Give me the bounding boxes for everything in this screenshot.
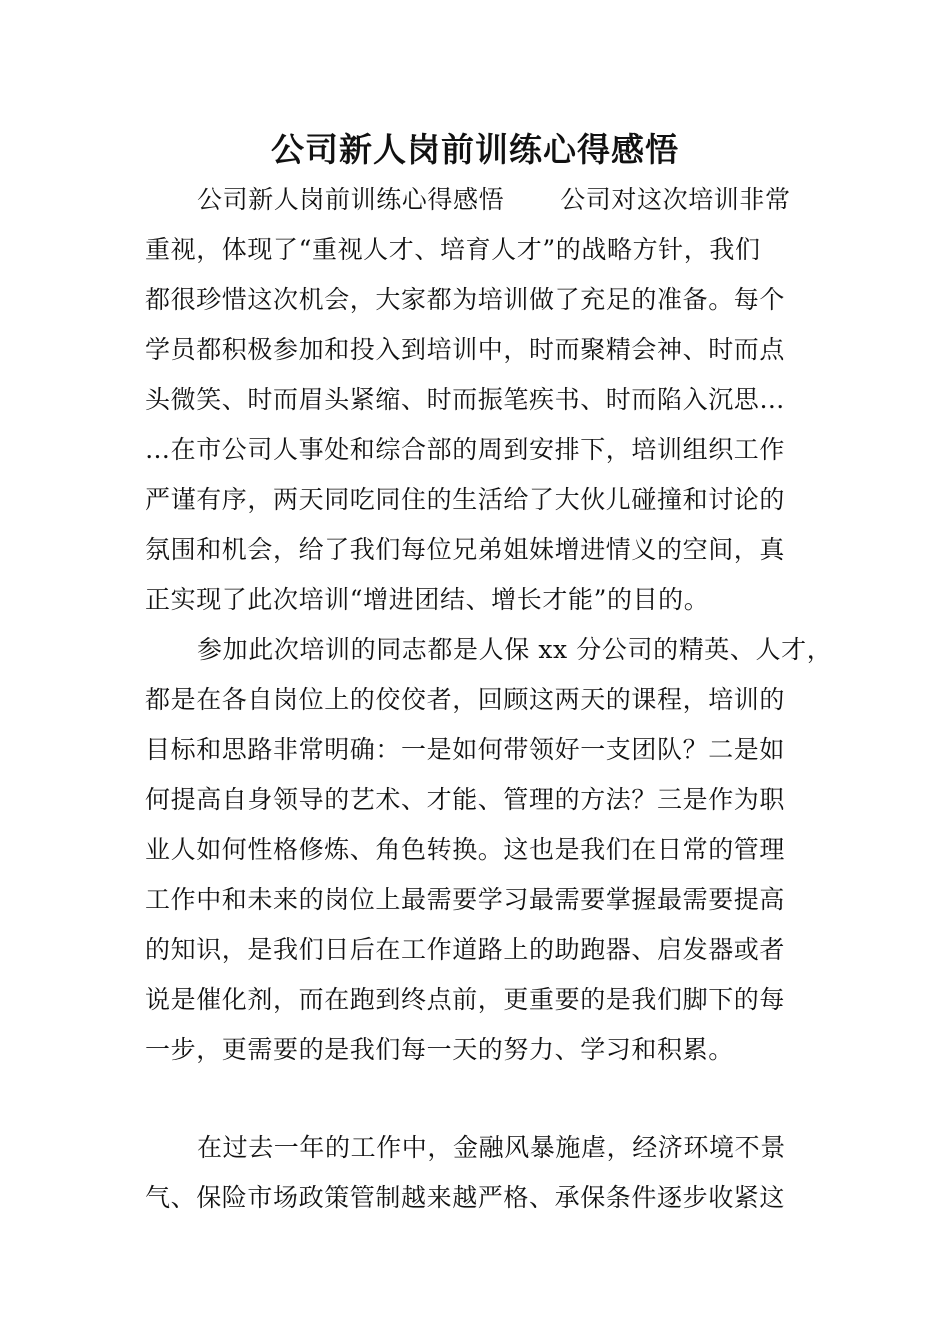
paragraph-2-line-2: 都是在各自岗位上的佼佼者，回顾这两天的课程，培训的 xyxy=(145,685,786,714)
paragraph-1-line-7: 严谨有序，两天同吃同住的生活给了大伙儿碰撞和讨论的 xyxy=(145,485,786,514)
paragraph-1-opening-text: 公司对这次培训非常 xyxy=(560,185,791,214)
paragraph-1-line-5: 头微笑、时而眉头紧缩、时而振笔疾书、时而陷入沉思… xyxy=(145,385,786,414)
paragraph-1-line-1 xyxy=(197,182,877,218)
paragraph-2-line-3: 目标和思路非常明确：一是如何带领好一支团队？二是如 xyxy=(145,735,786,764)
paragraph-1-line-6: …在市公司人事处和综合部的周到安排下，培训组织工作 xyxy=(145,435,786,464)
paragraph-1-line-8: 氛围和机会，给了我们每位兄弟姐妹增进情义的空间，真 xyxy=(145,535,786,564)
paragraph-2-line-1: 参加此次培训的同志都是人保 xx 分公司的精英、人才， xyxy=(197,635,833,664)
paragraph-1-line-3: 都很珍惜这次机会，大家都为培训做了充足的准备。每个 xyxy=(145,285,786,314)
paragraph-2-line-5: 业人如何性格修炼、角色转换。这也是我们在日常的管理 xyxy=(145,835,786,864)
paragraph-1-line-2: 重视，体现了“重视人才、培育人才”的战略方针，我们 xyxy=(145,235,761,264)
paragraph-2-line-6: 工作中和未来的岗位上最需要学习最需要掌握最需要提高 xyxy=(145,885,786,914)
paragraph-2-line-7: 的知识，是我们日后在工作道路上的助跑器、启发器或者 xyxy=(145,935,786,964)
paragraph-2-line-8: 说是催化剂，而在跑到终点前，更重要的是我们脚下的每 xyxy=(145,985,786,1014)
document-title: 公司新人岗前训练心得感悟 xyxy=(271,130,679,169)
paragraph-3-line-1: 在过去一年的工作中，金融风暴施虐，经济环境不景 xyxy=(197,1133,786,1162)
paragraph-2-line-4: 何提高自身领导的艺术、才能、管理的方法？三是作为职 xyxy=(145,785,786,814)
paragraph-1-line-4: 学员都积极参加和投入到培训中，时而聚精会神、时而点 xyxy=(145,335,786,364)
paragraph-3-line-2: 气、保险市场政策管制越来越严格、承保条件逐步收紧这 xyxy=(145,1183,786,1212)
paragraph-2-line-9: 一步，更需要的是我们每一天的努力、学习和积累。 xyxy=(145,1035,734,1064)
paragraph-1-line-9: 正实现了此次培训“增进团结、增长才能”的目的。 xyxy=(145,585,710,614)
paragraph-1-heading-text: 公司新人岗前训练心得感悟 xyxy=(197,185,505,214)
